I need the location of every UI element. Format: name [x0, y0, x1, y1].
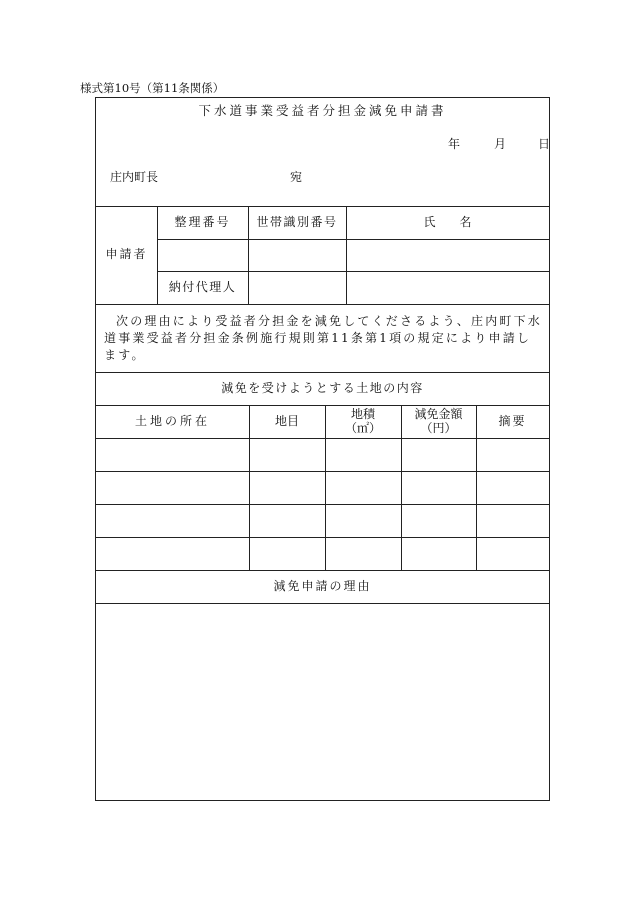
proxy-household-id-field[interactable]	[248, 271, 346, 304]
land-row-3-category[interactable]	[249, 504, 325, 537]
land-row-1-location[interactable]	[96, 438, 249, 471]
land-row-2-location[interactable]	[96, 471, 249, 504]
land-row-2-category[interactable]	[249, 471, 325, 504]
divider-applicant-bottom	[96, 304, 549, 305]
reason-text-area[interactable]	[104, 610, 541, 790]
divider-reason-heading	[96, 603, 549, 604]
land-row-3-amount[interactable]	[401, 504, 476, 537]
household-id-field[interactable]	[248, 239, 346, 271]
land-row-3-area[interactable]	[325, 504, 401, 537]
form-title: 下水道事業受益者分担金減免申請書	[198, 103, 447, 118]
col-name: 氏 名	[423, 214, 472, 229]
land-row-2-remarks[interactable]	[476, 471, 549, 504]
addressee-honorific: 宛	[290, 170, 303, 184]
land-row-1-amount[interactable]	[401, 438, 476, 471]
land-row-1-area[interactable]	[325, 438, 401, 471]
land-row-4-area[interactable]	[325, 537, 401, 570]
land-row-4-location[interactable]	[96, 537, 249, 570]
form-number: 様式第10号（第11条関係）	[80, 81, 225, 95]
land-row-4-category[interactable]	[249, 537, 325, 570]
land-row-2-amount[interactable]	[401, 471, 476, 504]
land-row-3-remarks[interactable]	[476, 504, 549, 537]
management-number-field[interactable]	[157, 239, 248, 271]
date-month-label: 月	[494, 137, 507, 151]
date-day-label: 日	[538, 137, 551, 151]
applicant-section-label: 申請者	[105, 247, 148, 262]
col-land-category: 地目	[274, 413, 299, 428]
addressee-mayor: 庄内町長	[110, 170, 159, 184]
col-household-id: 世帯識別番号	[256, 214, 338, 229]
land-section-heading: 減免を受けようとする土地の内容	[221, 380, 424, 395]
proxy-payer-label: 納付代理人	[168, 279, 237, 294]
land-row-1-remarks[interactable]	[476, 438, 549, 471]
reason-section-heading: 減免申請の理由	[273, 578, 372, 593]
land-row-2-area[interactable]	[325, 471, 401, 504]
land-row-3-location[interactable]	[96, 504, 249, 537]
proxy-name-field[interactable]	[346, 271, 549, 304]
col-management-number: 整理番号	[174, 214, 231, 229]
statement-text: 次の理由により受益者分担金を減免してくださるよう、庄内町下水道事業受益者分担金条例施行規則第11条第1項の規定により申請します。	[104, 314, 543, 362]
col-land-area: 地積 （㎡）	[344, 406, 381, 435]
land-row-4-remarks[interactable]	[476, 537, 549, 570]
date-year-label: 年	[448, 137, 461, 151]
col-reduction-amount: 減免金額 （円）	[414, 406, 463, 435]
col-remarks: 摘要	[498, 413, 527, 428]
form-frame	[95, 97, 550, 801]
land-row-4-amount[interactable]	[401, 537, 476, 570]
col-land-location: 土地の所在	[134, 413, 210, 428]
land-row-1-category[interactable]	[249, 438, 325, 471]
applicant-name-field[interactable]	[346, 239, 549, 271]
